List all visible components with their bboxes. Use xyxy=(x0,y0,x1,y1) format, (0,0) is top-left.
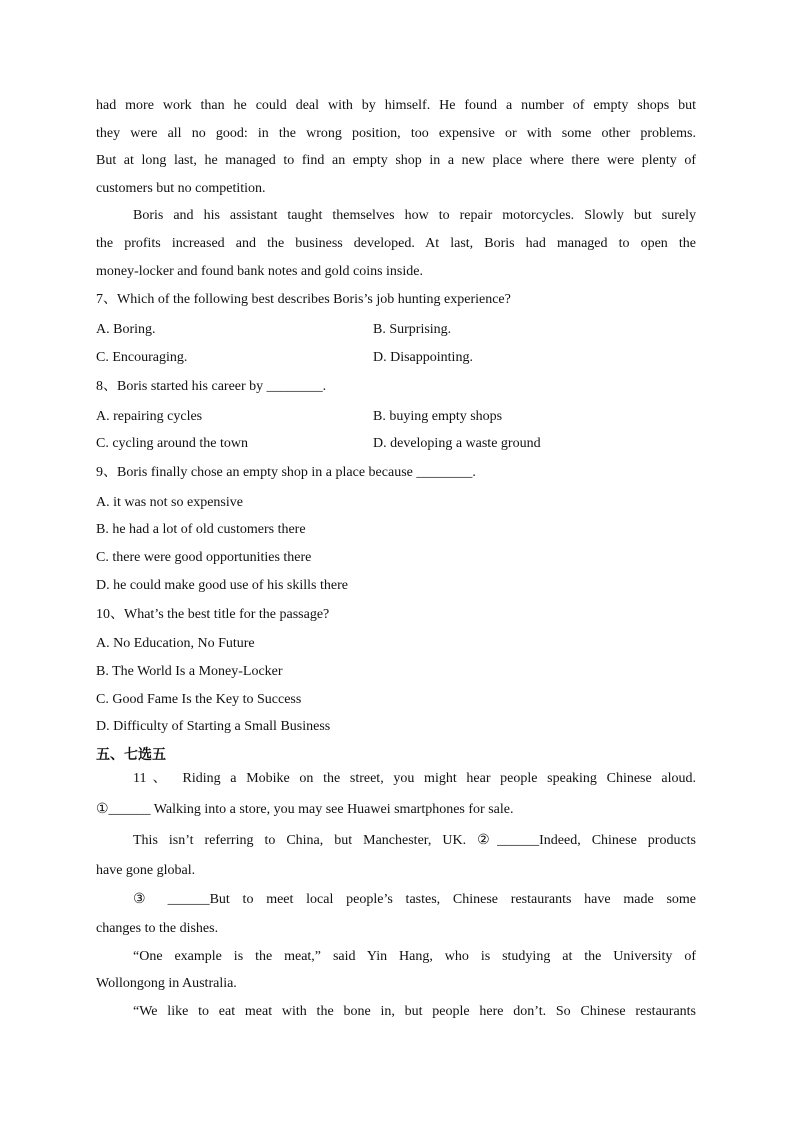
passage-line: “We like to eat meat with the bone in, but people here don’t. So Chinese restaurants xyxy=(133,1004,696,1019)
passage-line: Boris and his assistant taught themselves how to repair motorcycles. Slowly but surely xyxy=(133,208,696,223)
passage-line: they were all no good: in the wrong position, too expensive or with some other problems. xyxy=(96,126,696,141)
question-option: C. Encouraging. xyxy=(96,350,188,365)
passage-line: money-locker and found bank notes and gold coins inside. xyxy=(96,264,423,279)
passage-line: But at long last, he managed to find an empty shop in a new place where there were plenty of xyxy=(96,153,696,168)
section-heading: 五、七选五 xyxy=(96,747,166,763)
question-stem: 10、What’s the best title for the passage? xyxy=(96,607,330,622)
question-option: A. Boring. xyxy=(96,322,156,337)
passage-line: customers but no competition. xyxy=(96,181,266,196)
question-option: B. The World Is a Money-Locker xyxy=(96,664,283,679)
passage-line: the profits increased and the business developed. At last, Boris had managed to open the xyxy=(96,236,696,251)
question-option: D. Difficulty of Starting a Small Business xyxy=(96,719,331,734)
passage-line: This isn’t referring to China, but Manchester, UK. ②______Indeed, Chinese products xyxy=(133,833,696,848)
question-stem: 9、Boris finally chose an empty shop in a place because ________. xyxy=(96,465,476,480)
question-option: D. he could make good use of his skills there xyxy=(96,578,348,593)
question-option: A. No Education, No Future xyxy=(96,636,255,651)
passage-line: ③ ______But to meet local people’s tastes, Chinese restaurants have made some xyxy=(133,892,696,907)
passage-line: had more work than he could deal with by himself. He found a number of empty shops but xyxy=(96,98,696,113)
question-option: B. Surprising. xyxy=(373,322,452,337)
passage-line: changes to the dishes. xyxy=(96,921,219,936)
passage-line: “One example is the meat,” said Yin Hang, who is studying at the University of xyxy=(133,949,696,964)
passage-line: 11、 Riding a Mobike on the street, you might hear people speaking Chinese aloud. xyxy=(133,771,696,786)
question-option: A. it was not so expensive xyxy=(96,495,243,510)
question-option: C. there were good opportunities there xyxy=(96,550,312,565)
question-option: D. Disappointing. xyxy=(373,350,473,365)
question-option: D. developing a waste ground xyxy=(373,436,541,451)
question-option: B. he had a lot of old customers there xyxy=(96,522,306,537)
question-stem: 7、Which of the following best describes Boris’s job hunting experience? xyxy=(96,292,511,307)
question-option: C. cycling around the town xyxy=(96,436,249,451)
question-option: B. buying empty shops xyxy=(373,409,503,424)
passage-line: Wollongong in Australia. xyxy=(96,976,237,991)
passage-line: ①______ Walking into a store, you may see Huawei smartphones for sale. xyxy=(96,802,514,817)
question-stem: 8、Boris started his career by ________. xyxy=(96,379,327,394)
question-option: A. repairing cycles xyxy=(96,409,203,424)
passage-line: have gone global. xyxy=(96,863,196,878)
question-option: C. Good Fame Is the Key to Success xyxy=(96,692,302,707)
